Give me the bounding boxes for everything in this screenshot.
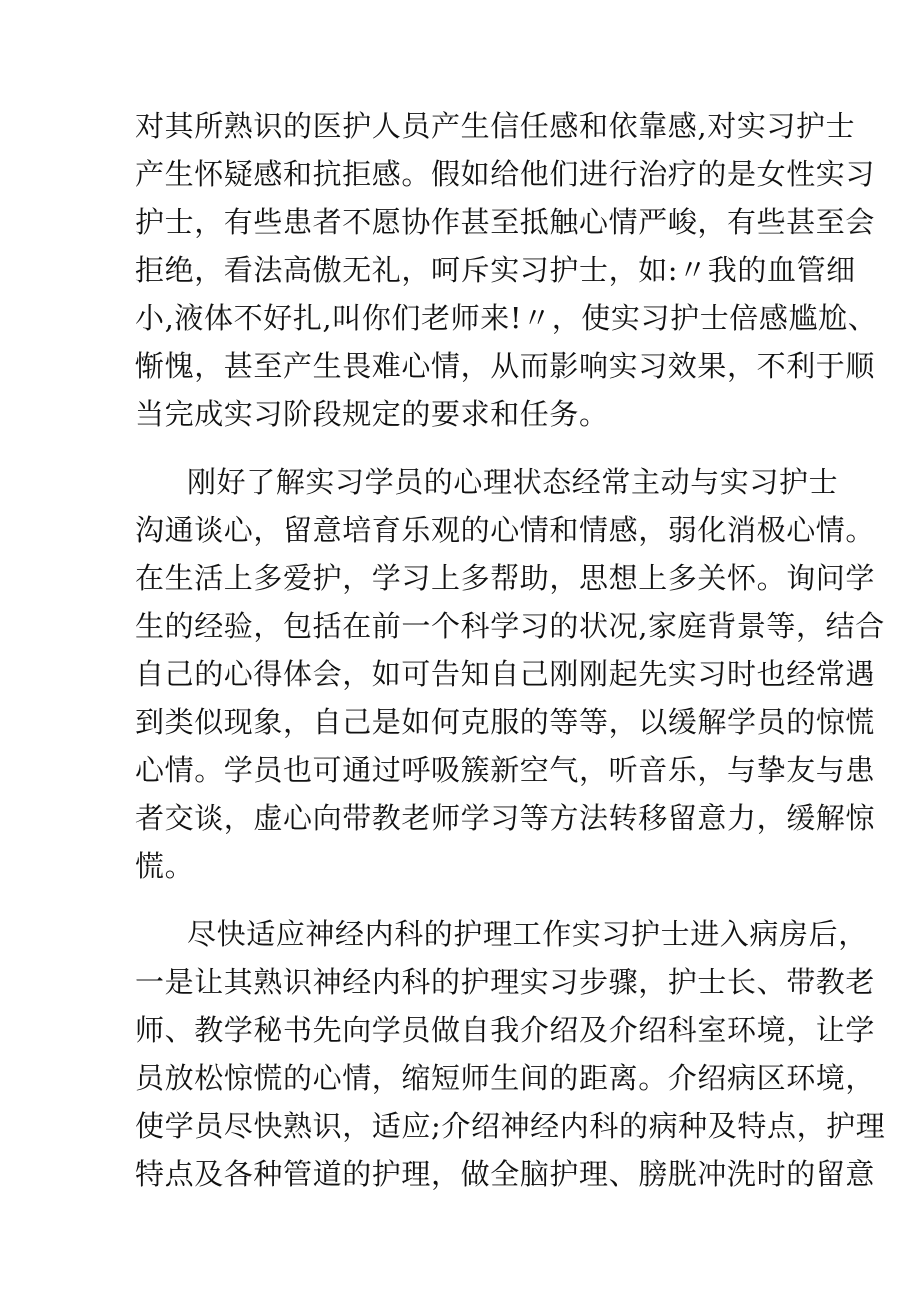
paragraph-spacer [135, 890, 797, 910]
text-line: 慌。 [135, 849, 195, 883]
text-line: 拒绝，看法高傲无礼，呵斥实习护士，如:〃我的血管细 [135, 253, 856, 287]
text-line: 产生怀疑感和抗拒感。假如给他们进行治疗的是女性实习 [135, 157, 876, 191]
text-line: 一是让其熟识神经内科的护理实习步骤，护士长、带教老 [135, 965, 876, 999]
text-line: 员放松惊慌的心情，缩短师生间的距离。介绍病区环境， [135, 1061, 876, 1095]
text-line: 沟通谈心，留意培育乐观的心情和情感，弱化消极心情。 [135, 513, 876, 547]
text-line: 小,液体不好扎,叫你们老师来!〃，使实习护士倍感尴尬、 [135, 301, 878, 335]
text-line: 心情。学员也可通过呼吸簇新空气，听音乐，与挚友与患 [135, 753, 876, 787]
paragraph-1 [135, 102, 878, 438]
text-line: 自己的心得体会，如可告知自己刚刚起先实习时也经常遇 [135, 657, 876, 691]
text-line: 当完成实习阶段规定的要求和任务。 [135, 397, 609, 431]
text-line: 对其所熟识的医护人员产生信任感和依靠感,对实习护士 [135, 109, 856, 143]
text-line: 到类似现象，自己是如何克服的等等，以缓解学员的惊慌 [135, 705, 876, 739]
paragraph-spacer [135, 438, 797, 458]
paragraph-2 [135, 458, 885, 890]
text-line: 生的经验，包括在前一个科学习的状况,家庭背景等，结合 [135, 609, 885, 643]
text-line: 在生活上多爱护，学习上多帮助，思想上多关怀。询问学 [135, 561, 876, 595]
text-line: 惭愧，甚至产生畏难心情，从而影响实习效果，不利于顺 [135, 349, 876, 383]
text-line: 护士，有些患者不愿协作甚至抵触心情严峻，有些甚至会 [135, 205, 876, 239]
text-line: 师、教学秘书先向学员做自我介绍及介绍科室环境，让学 [135, 1013, 876, 1047]
text-line: 刚好了解实习学员的心理状态经常主动与实习护士 [187, 465, 839, 499]
text-line: 特点及各种管道的护理，做全脑护理、膀胱冲洗时的留意 [135, 1157, 876, 1191]
text-line: 尽快适应神经内科的护理工作实习护士进入病房后， [187, 917, 868, 951]
document-page [135, 102, 886, 1198]
paragraph-3 [135, 910, 886, 1198]
text-line: 者交谈，虚心向带教老师学习等方法转移留意力，缓解惊 [135, 801, 876, 835]
text-line: 使学员尽快熟识，适应;介绍神经内科的病种及特点，护理 [135, 1109, 886, 1143]
